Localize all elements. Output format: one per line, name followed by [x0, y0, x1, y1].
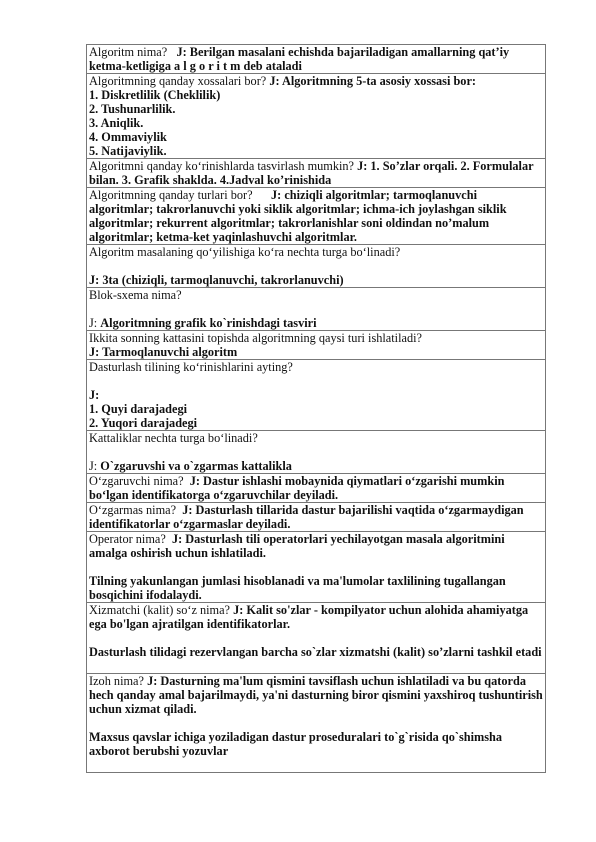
question-text: Izoh nima?	[89, 674, 144, 688]
answer-text: J: Kalit so'zlar - kompilyator uchun alohida ahamiyatga ega bo'lgan ajratilgan identifikatorlar.	[89, 603, 529, 631]
question-text: Xizmatchi (kalit) so‘z nima?	[89, 603, 231, 617]
question-text: O‘zgarmas nima?	[89, 503, 177, 517]
qa-row	[87, 674, 546, 773]
answer-prefix: J:	[89, 316, 98, 330]
qa-row	[87, 45, 546, 74]
qa-row	[87, 288, 546, 331]
question-text: Algoritmning qanday turlari bor?	[89, 188, 253, 202]
answer-text: J: chiziqli algoritmlar; tarmoqlanuvchi algoritmlar; takrorlanuvchi yoki siklik algoritmlar; ichma-ich joylashgan siklik algoritmlar; rekurrent algoritmlar; takrorlanishlar soni oldindan no’malum algoritmlar; ketma-ket yaqinlashuvchi algoritmlar.	[89, 188, 507, 244]
qa-row	[87, 603, 546, 674]
qa-row	[87, 159, 546, 188]
qa-row	[87, 503, 546, 532]
question-text: Algoritm masalaning qo‘yilishiga ko‘ra nechta turga bo‘linadi?	[89, 245, 401, 259]
question-text: Dasturlash tilining ko‘rinishlarini ayting?	[89, 360, 293, 374]
qa-table	[86, 44, 546, 773]
qa-row	[87, 74, 546, 159]
answer-text: J: Tarmoqlanuvchi algoritm	[89, 345, 238, 359]
list-item: 2. Yuqori darajadegi	[89, 416, 198, 430]
qa-row	[87, 532, 546, 603]
question-text: O‘zgaruvchi nima?	[89, 474, 184, 488]
answer-text: J: Algoritmning 5-ta asosiy xossasi bor:	[269, 74, 476, 88]
qa-row	[87, 360, 546, 431]
answer-text-extra: Maxsus qavslar ichiga yoziladigan dastur proseduralari to`g`risida qo`shimsha axborot berubshi yozuvlar	[89, 730, 503, 758]
list-item: 5. Natijaviylik.	[89, 144, 167, 158]
answer-text: J: Dastur ishlashi mobaynida qiymatlari o‘zgarishi mumkin bo‘lgan identifikatorga o‘zgaruvchilar deyiladi.	[89, 474, 505, 502]
answer-text-extra: Dasturlash tilidagi rezervlangan barcha so`zlar xizmatshi (kalit) so’zlarni tashkil etadi	[89, 645, 542, 659]
answer-text: J: 3ta (chiziqli, tarmoqlanuvchi, takrorlanuvchi)	[89, 273, 344, 287]
list-item: 2. Tushunarlilik.	[89, 102, 176, 116]
answer-text: J: Dasturlash tili operatorlari yechilayotgan masala algoritmini amalga oshirish uchun ishlatiladi.	[89, 532, 505, 560]
question-text: Kattaliklar nechta turga bo‘linadi?	[89, 431, 258, 445]
answer-text-extra: Tilning yakunlangan jumlasi hisoblanadi va ma'lumolar taxlilining tugallangan bosqichini ifodalaydi.	[89, 574, 506, 602]
answer-text: O`zgaruvshi va o`zgarmas kattalikla	[100, 459, 292, 473]
list-item: 1. Diskretlilik (Cheklilik)	[89, 88, 221, 102]
qa-row	[87, 474, 546, 503]
list-item: 1. Quyi darajadegi	[89, 402, 188, 416]
answer-text: J: Dasturlash tillarida dastur bajarilishi vaqtida o‘zgarmaydigan identifikatorlar o‘zgarmaslar deyiladi.	[89, 503, 524, 531]
answer-text: J: Dasturning ma'lum qismini tavsiflash uchun ishlatiladi va bu qatorda hech qanday amal bajarilmaydi, ya'ni dasturning biror qismini yaxshiroq tushuntirish uchun xizmat qiladi.	[89, 674, 543, 716]
list-item: 4. Ommaviylik	[89, 130, 167, 144]
qa-row	[87, 331, 546, 360]
question-text: Algoritmni qanday ko‘rinishlarda tasvirlash mumkin?	[89, 159, 355, 173]
question-text: Algoritmning qanday xossalari bor?	[89, 74, 267, 88]
question-text: Blok-sxema nima?	[89, 288, 182, 302]
answer-text: J: 1. So’zlar orqali. 2. Formulalar bilan. 3. Grafik shaklda. 4.Jadval ko’rinishida	[89, 159, 534, 187]
qa-row	[87, 431, 546, 474]
answer-prefix: J:	[89, 459, 98, 473]
question-text: Algoritm nima?	[89, 45, 168, 59]
list-item: 3. Aniqlik.	[89, 116, 144, 130]
qa-row	[87, 188, 546, 245]
answer-text: Algoritmning grafik ko`rinishdagi tasviri	[100, 316, 317, 330]
question-text: Operator nima?	[89, 532, 166, 546]
answer-text: J: Berilgan masalani echishda bajariladigan amallarning qat’iy ketma-ketligiga a l g o r i t m deb ataladi	[89, 45, 510, 73]
qa-row	[87, 245, 546, 288]
question-text: Ikkita sonning kattasini topishda algoritmning qaysi turi ishlatiladi?	[89, 331, 422, 345]
answer-prefix: J:	[89, 388, 100, 402]
